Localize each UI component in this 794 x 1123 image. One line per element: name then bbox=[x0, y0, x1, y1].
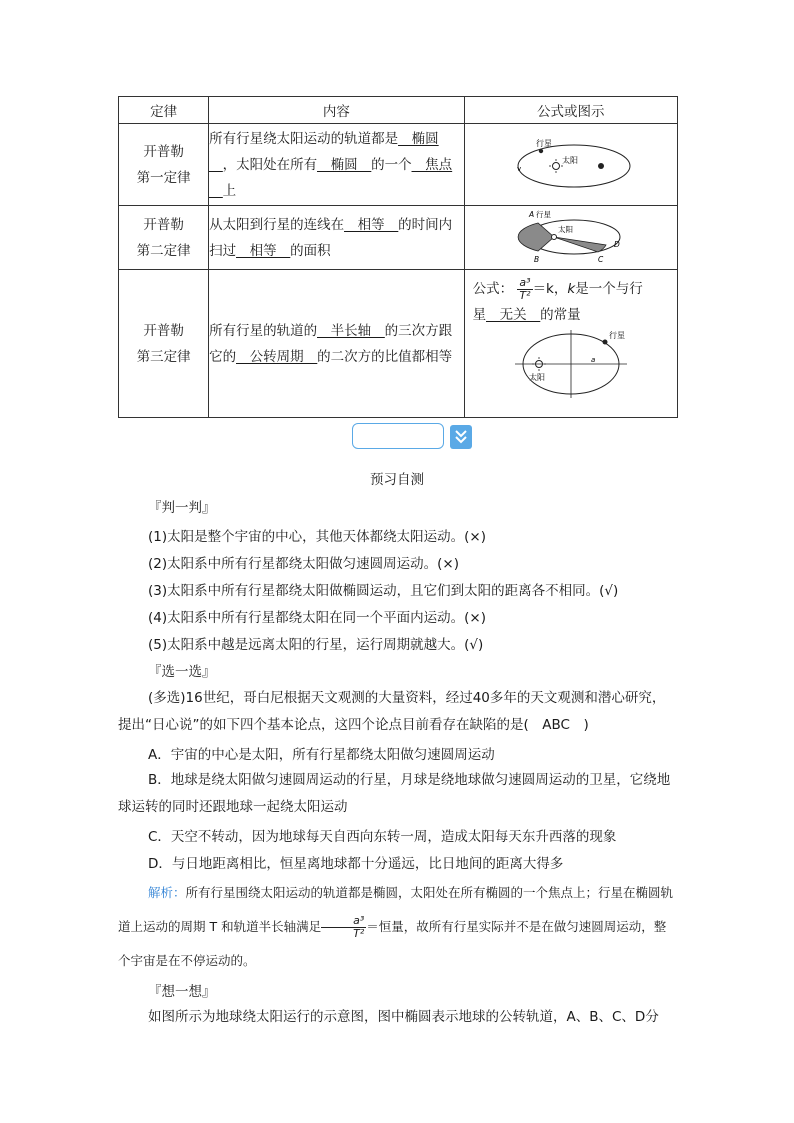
header-content: 内容 bbox=[209, 97, 464, 124]
choose-question: (多选)16世纪，哥白尼根据天文观测的大量资料，经过40多年的天文观测和潜心研究，提出“日心说”的如下四个基本论点，这四个论点目前看存在缺陷的是( ABC ) bbox=[118, 690, 666, 733]
law-name: 开普勒 第二定律 bbox=[119, 206, 209, 270]
law-content: 从太阳到行星的连线在__相等__的时间内扫过__相等__的面积 bbox=[209, 206, 464, 270]
table-row bbox=[119, 124, 678, 206]
judge-heading: 『判一判』 bbox=[148, 500, 216, 516]
option-c: C．天空不转动，因为地球每天自西向东转一周，造成太阳每天东升西落的现象 bbox=[148, 829, 617, 845]
section-banner-box bbox=[352, 423, 444, 449]
svg-text:D: D bbox=[613, 239, 620, 249]
svg-text:B: B bbox=[533, 254, 539, 264]
option-d: D．与日地距离相比，恒星离地球都十分遥远，比日地间的距离大得多 bbox=[148, 856, 564, 872]
svg-text:太阳: 太阳 bbox=[561, 155, 578, 165]
third-law-cell bbox=[464, 270, 677, 418]
law-name: 开普勒 第三定律 bbox=[119, 270, 209, 418]
law-content: 所有行星的轨道的__半长轴__的三次方跟它的__公转周期__的二次方的比值都相等 bbox=[209, 270, 464, 418]
header-law: 定律 bbox=[119, 97, 209, 124]
svg-text:A: A bbox=[528, 209, 534, 219]
fraction: $\frac{\text{a³}}{\text{T²}}$ bbox=[519, 275, 531, 302]
semi-major-axis-figure bbox=[465, 328, 677, 404]
table-row bbox=[119, 270, 678, 418]
kepler-laws-table bbox=[118, 96, 678, 418]
judge-item: (5)太阳系中越是远离太阳的行星，运行周期就越大。(√) bbox=[148, 637, 484, 653]
judge-item: (4)太阳系中所有行星都绕太阳在同一个平面内运动。(×) bbox=[148, 610, 486, 626]
think-heading: 『想一想』 bbox=[148, 984, 216, 1000]
law-name: 开普勒 第一定律 bbox=[119, 124, 209, 206]
fraction: $\frac{\text{a³}}{\text{T²}}$ bbox=[321, 915, 366, 940]
ellipse-orbit-figure bbox=[464, 124, 677, 206]
svg-text:v: v bbox=[516, 164, 521, 173]
choose-heading: 『选一选』 bbox=[148, 664, 216, 680]
table-row bbox=[119, 206, 678, 270]
header-formula: 公式或图示 bbox=[464, 97, 677, 124]
table-header-row bbox=[119, 97, 678, 124]
judge-item: (3)太阳系中所有行星都绕太阳做椭圆运动，且它们到太阳的距离各不相同。(√) bbox=[148, 583, 619, 599]
equal-area-figure bbox=[464, 206, 677, 270]
double-chevron-down-icon bbox=[450, 425, 472, 449]
judge-item: (1)太阳是整个宇宙的中心，其他天体都绕太阳运动。(×) bbox=[148, 529, 486, 545]
svg-text:C: C bbox=[597, 254, 604, 264]
option-b: B．地球是绕太阳做匀速圆周运动的行星，月球是绕地球做匀速圆周运动的卫星，它绕地球运转的同时还跟地球一起绕太阳运动 bbox=[118, 772, 671, 815]
section-title: 预习自测 bbox=[370, 472, 424, 488]
svg-text:行星: 行星 bbox=[608, 331, 625, 340]
svg-text:太阳: 太阳 bbox=[557, 224, 573, 234]
solution-label: 解析： bbox=[148, 885, 186, 900]
svg-text:行星: 行星 bbox=[535, 138, 552, 148]
svg-text:a: a bbox=[590, 356, 596, 364]
solution: 解析：所有行星围绕太阳运动的轨道都是椭圆，太阳处在所有椭圆的一个焦点上；行星在椭圆轨道上运动的周期 T 和轨道半长轴满足 $\frac{\text{a³}}{\text{T²}}$ ＝恒量，故所有行星实际并不是在做匀速圆周运动，整个宇宙是在不停运动的。 bbox=[118, 885, 674, 968]
law-content: 所有行星绕太阳运动的轨道都是__椭圆__，太阳处在所有__椭圆__的一个__焦点__上 bbox=[209, 124, 464, 206]
judge-item: (2)太阳系中所有行星都绕太阳做匀速圆周运动。(×) bbox=[148, 556, 459, 572]
kepler-third-formula: 公式： $\frac{\text{a³}}{\text{T²}}$ ＝k，k是一个与行 星__无关__的常量 bbox=[472, 275, 643, 323]
think-text: 如图所示为地球绕太阳运行的示意图，图中椭圆表示地球的公转轨道，A、B、C、D分 bbox=[148, 1009, 659, 1025]
svg-text:太阳: 太阳 bbox=[528, 373, 545, 382]
option-a: A．宇宙的中心是太阳，所有行星都绕太阳做匀速圆周运动 bbox=[148, 747, 495, 763]
svg-text:行星: 行星 bbox=[535, 209, 551, 219]
